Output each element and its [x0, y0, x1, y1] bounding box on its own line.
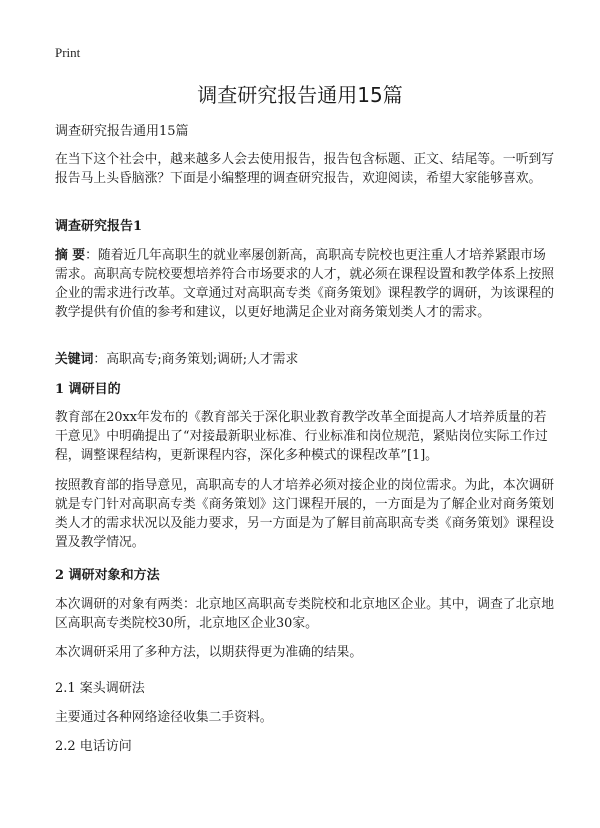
abstract-paragraph: [55, 246, 555, 322]
keywords-text: ：高职高专;商务策划;调研;人才需求: [93, 352, 299, 367]
section1-paragraph2: 按照教育部的指导意见，高职高专的人才培养必须对接企业的岗位需求。为此，本次调研就是专门针对高职高专类《商务策划》这门课程开展的，一方面是为了解企业对商务策划类人才的需求状况以及能力要求，另一方面是为了解目前高职高专类《商务策划》课程设置及教学情况。: [55, 478, 555, 550]
keywords-label: 关键词: [55, 352, 94, 367]
subtitle: 调查研究报告通用15篇: [55, 124, 189, 139]
abstract-label: 摘 要: [55, 248, 86, 263]
report1-heading: 调查研究报告1: [55, 219, 143, 234]
subsection-2-1-text: 主要通过各种网络途径收集二手资料。: [55, 710, 273, 725]
page-title: 调查研究报告通用15篇: [197, 83, 403, 107]
section1-paragraph1: 教育部在20xx年发布的《教育部关于深化职业教育教学改革全面提高人才培养质量的若干意见》中明确提出了“对接最新职业标准、行业标准和岗位规范，紧贴岗位实际工作过程，调整课程结构，更新课程内容，深化多种模式的课程改革”[1]。: [55, 410, 548, 463]
section2-paragraph1: 本次调研的对象有两类：北京地区高职高专类院校和北京地区企业。其中，调查了北京地区高职高专类院校30所，北京地区企业30家。: [55, 597, 555, 631]
section1-heading: 1 调研目的: [55, 382, 121, 397]
print-link[interactable]: Print: [55, 45, 81, 60]
abstract-text: ：随着近几年高职生的就业率屡创新高，高职高专院校也更注重人才培养紧跟市场需求。高职高专院校要想培养符合市场要求的人才，就必须在课程设置和教学体系上按照企业的需求进行改革。文章通过对高职高专类《商务策划》课程教学的调研，为该课程的教学提供有价值的参考和建议，以更好地满足企业对商务策划类人才的需求。: [55, 248, 555, 320]
intro-paragraph: 在当下这个社会中，越来越多人会去使用报告，报告包含标题、正文、结尾等。一听到写报告马上头昏脑涨？下面是小编整理的调查研究报告，欢迎阅读，希望大家能够喜欢。: [55, 152, 555, 186]
subsection-2-2-heading: 2.2 电话访问: [55, 739, 132, 754]
keywords-paragraph: [55, 350, 555, 369]
section2-paragraph2: 本次调研采用了多种方法，以期获得更为准确的结果。: [55, 645, 363, 660]
subsection-2-1-heading: 2.1 案头调研法: [55, 681, 145, 696]
section2-heading: 2 调研对象和方法: [55, 568, 160, 583]
